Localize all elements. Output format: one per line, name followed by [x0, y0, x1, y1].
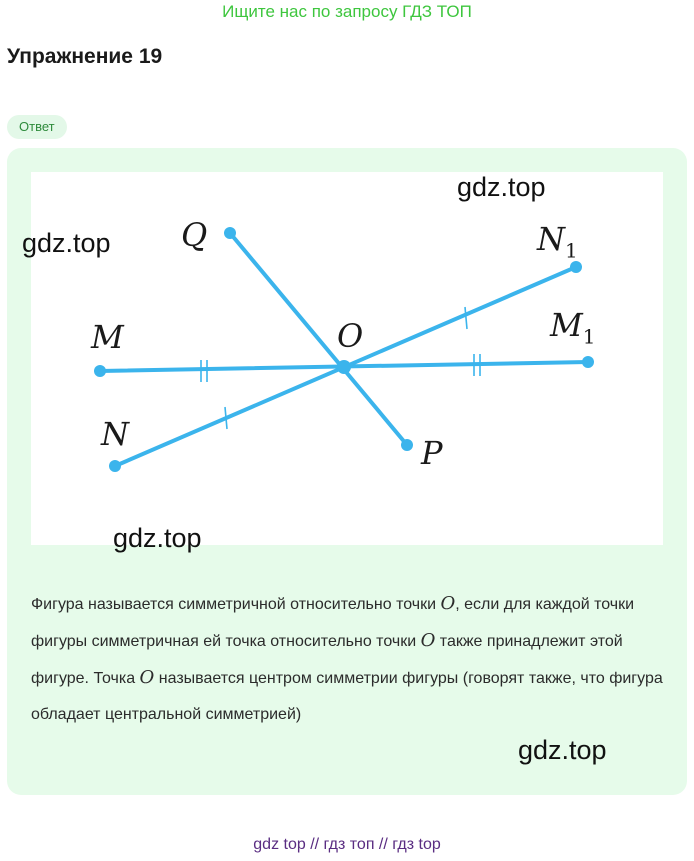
watermark: gdz.top	[113, 523, 202, 553]
point-q	[224, 227, 236, 239]
symmetry-figure	[31, 172, 663, 545]
label-o: O	[337, 317, 364, 355]
tick-on1	[465, 307, 467, 329]
tick-no	[225, 407, 227, 429]
label-p: P	[421, 434, 443, 472]
point-o	[337, 360, 351, 374]
label-q: Q	[181, 216, 208, 254]
watermark: gdz.top	[457, 172, 546, 202]
segment-q-p	[230, 233, 407, 445]
answer-badge[interactable]: Ответ	[7, 115, 67, 139]
watermark: gdz.top	[22, 228, 111, 258]
top-banner[interactable]: Ищите нас по запросу ГДЗ ТОП	[222, 2, 472, 21]
point-n	[109, 460, 121, 472]
point-m	[94, 365, 106, 377]
label-n1: $N_1$	[537, 220, 578, 263]
footer-links[interactable]: gdz top // гдз топ // гдз top	[253, 836, 441, 853]
point-n1	[570, 261, 582, 273]
point-m1	[582, 356, 594, 368]
page-title: Упражнение 19	[7, 45, 163, 68]
answer-text: Фигура называется симметричной относительно точки O, если для каждой точки фигуры симметричная ей точка относительно точки O также принадлежит этой фигуре. Точка O называется центром симметрии фигуры (говорят также, что фигура обладает центральной симметрией)	[31, 593, 663, 723]
label-m: M	[91, 318, 124, 356]
label-m1: $M_1$	[550, 306, 596, 349]
watermark: gdz.top	[518, 735, 607, 765]
label-n: N	[101, 415, 129, 453]
point-p	[401, 439, 413, 451]
